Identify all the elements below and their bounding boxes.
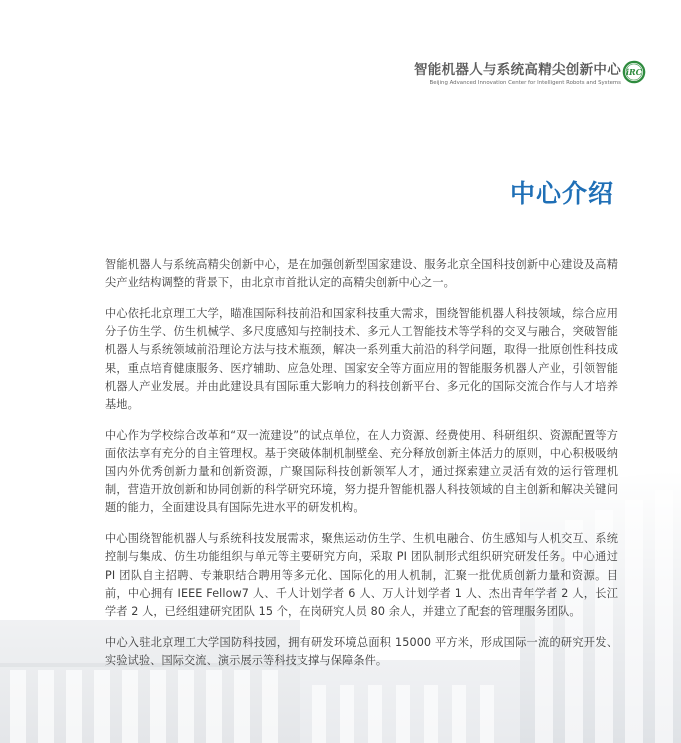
page-title: 中心介绍 — [509, 179, 614, 208]
logo-mark-text: iRC — [625, 67, 643, 78]
page-header — [0, 0, 681, 95]
paragraph-4: 中心围绕智能机器人与系统科技发展需求，聚焦运动仿生学、生机电融合、仿生感知与人机交互、系统控制与集成、仿生功能组织与单元等主要研究方向，采取 PI 团队制形式组织研究研发任务。中心通过 PI 团队自主招聘、专兼职结合聘用等多元化、国际化的用人机制，汇聚一批优质创新力量和资源。目前，中心拥有 IEEE Fellow7 人、千人计划学者 6 人、万人计划学者 1 人、杰出青年学者 2 人，长江学者 2 人，已经组建研究团队 15 个，在岗研究人员 80 余人，并建立了配套的管理服务团队。 — [105, 532, 618, 618]
org-name-en: Beijing Advanced Innovation Center for Intelligent Robots and Systems — [429, 80, 621, 86]
paragraph-5: 中心入驻北京理工大学国防科技园，拥有研发环境总面积 15000 平方米，形成国际一流的研究开发、实验试验、国际交流、演示展示等科技支撑与保障条件。 — [105, 635, 618, 667]
paragraph-1: 智能机器人与系统高精尖创新中心，是在加强创新型国家建设、服务北京全国科技创新中心建设及高精尖产业结构调整的背景下，由北京市首批认定的高精尖创新中心之一。 — [105, 258, 618, 290]
paragraph-2: 中心依托北京理工大学，瞄准国际科技前沿和国家科技重大需求，围绕智能机器人科技领域，综合应用分子仿生学、仿生机械学、多尺度感知与控制技术、多元人工智能技术等学科的交叉与融合，突破智能机器人与系统领域前沿理论方法与技术瓶颈，解决一系列重大前沿的科学问题，取得一批原创性科技成果，重点培育健康服务、医疗辅助、应急处理、国家安全等方面应用的智能服务机器人产业，引领智能机器人产业发展。并由此建设具有国际重大影响力的科技创新平台、多元化的国际交流合作与人才培养基地。 — [105, 306, 618, 411]
org-logo-icon — [622, 60, 646, 84]
org-name-cn: 智能机器人与系统高精尖创新中心 — [414, 62, 621, 78]
paragraph-3: 中心作为学校综合改革和“双一流建设”的试点单位，在人力资源、经费使用、科研组织、资源配置等方面依法享有充分的自主管理权。基于突破体制机制壁垒、充分释放创新主体活力的原则，中心积极吸纳国内外优秀创新力量和创新资源，广聚国际科技创新领军人才，通过探索建立灵活有效的运行管理机制，营造开放创新和协同创新的科学研究环境，努力提升智能机器人科技领域的自主创新和解决关键问题的能力，全面建设具有国际先进水平的研发机构。 — [105, 428, 618, 515]
brand-block — [414, 62, 621, 87]
intro-body — [105, 256, 618, 683]
